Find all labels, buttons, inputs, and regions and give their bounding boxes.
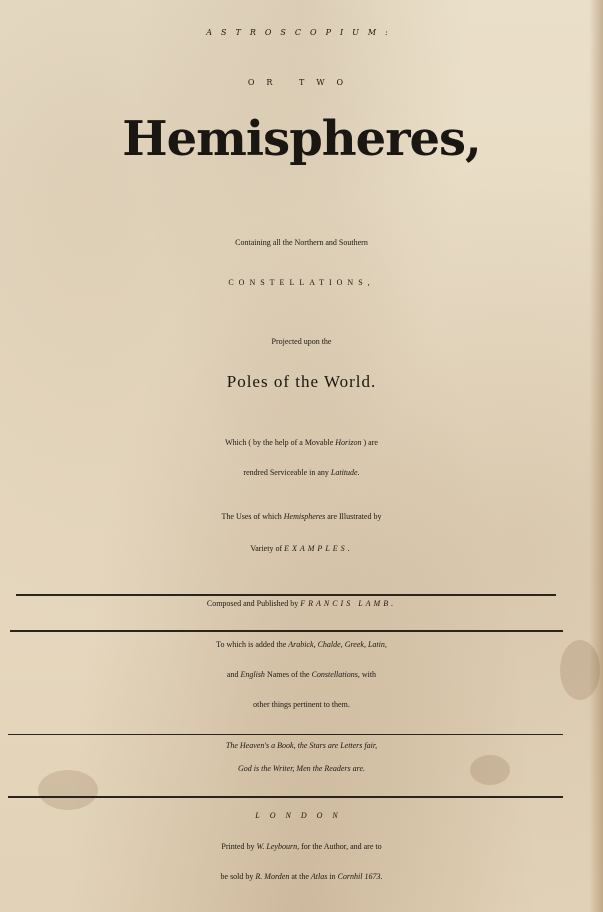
which-end-text: ) are xyxy=(361,438,378,447)
rendred-line xyxy=(0,468,603,477)
divider-rule xyxy=(10,630,563,632)
chalde-italic: Chalde xyxy=(317,640,341,649)
book-title xyxy=(0,28,603,37)
uses-text: The Uses of which xyxy=(221,512,284,521)
hemispheres-heading xyxy=(0,111,603,167)
rendred-text: rendred Serviceable in any xyxy=(243,468,331,477)
other-text: other things pertinent to them. xyxy=(253,700,350,709)
containing-line xyxy=(0,238,603,247)
examples-italic: EXAMPLES. xyxy=(284,544,353,553)
latin-italic: Latin xyxy=(367,640,385,649)
comma: , xyxy=(340,640,345,649)
atlas-italic: Atlas xyxy=(310,872,328,881)
sold-text: be sold by xyxy=(220,872,256,881)
subtitle-or-two-text: OR TWO xyxy=(247,78,356,87)
london-text: LONDON xyxy=(255,811,348,820)
verse-line-1 xyxy=(0,741,603,750)
sold-line xyxy=(0,872,603,881)
printed-end-text: , for the Author, and are to xyxy=(297,842,382,851)
english-text: and xyxy=(226,670,241,679)
constellations-italic: Constellations xyxy=(311,670,358,679)
divider-rule xyxy=(16,594,556,596)
variety-line xyxy=(0,544,603,553)
comma: , xyxy=(363,640,368,649)
verse-line-2 xyxy=(0,764,603,773)
added-text: To which is added the xyxy=(216,640,289,649)
added-line xyxy=(0,640,603,649)
latitude-italic: Latitude. xyxy=(330,468,360,477)
greek-italic: Greek xyxy=(344,640,364,649)
comma: , xyxy=(384,640,387,649)
which-line xyxy=(0,438,603,447)
verse-1-text: The Heaven's a Book, the Stars are Letters fair, xyxy=(225,741,378,750)
which-text: Which ( by the help of a Movable xyxy=(225,438,336,447)
in-text: in xyxy=(327,872,338,881)
cornhil-year: Cornhil 1673. xyxy=(337,872,383,881)
verse-2-text: God is the Writer, Men the Readers are. xyxy=(237,764,365,773)
hemispheres-italic: Hemispheres xyxy=(283,512,326,521)
horizon-italic: Horizon xyxy=(335,438,362,447)
imprint-place xyxy=(0,811,603,820)
uses-line xyxy=(0,512,603,521)
divider-rule xyxy=(8,796,563,798)
names-text: Names of the xyxy=(264,670,312,679)
book-title-text: ASTROSCOPIUM: xyxy=(206,28,397,37)
composed-text: Composed and Published by xyxy=(206,599,301,608)
hemispheres-heading-text: Hemispheres, xyxy=(122,111,481,167)
paper-stain xyxy=(38,770,98,810)
poles-heading xyxy=(0,372,603,392)
printed-line xyxy=(0,842,603,851)
composed-line xyxy=(0,599,603,608)
other-line xyxy=(0,700,603,709)
variety-text: Variety of xyxy=(250,544,285,553)
english-line xyxy=(0,670,603,679)
containing-text: Containing all the Northern and Southern xyxy=(235,238,368,247)
poles-text: Poles of the World. xyxy=(226,372,377,391)
author-name: FRANCIS LAMB. xyxy=(300,599,397,608)
at-the-text: at the xyxy=(289,872,311,881)
projected-text: Projected upon the xyxy=(271,337,332,346)
printed-text: Printed by xyxy=(221,842,257,851)
english-italic: English xyxy=(240,670,265,679)
with-text: , with xyxy=(357,670,377,679)
subtitle-or-two xyxy=(0,78,603,87)
comma: , xyxy=(313,640,318,649)
constellations-heading xyxy=(0,278,603,287)
constellations-text: CONSTELLATIONS, xyxy=(228,278,375,287)
projected-line xyxy=(0,337,603,346)
seller-name: R. Morden xyxy=(255,872,290,881)
arabick-italic: Arabick xyxy=(288,640,314,649)
printer-name: W. Leybourn xyxy=(256,842,298,851)
divider-rule xyxy=(8,734,563,735)
uses-end-text: are Illustrated by xyxy=(325,512,382,521)
